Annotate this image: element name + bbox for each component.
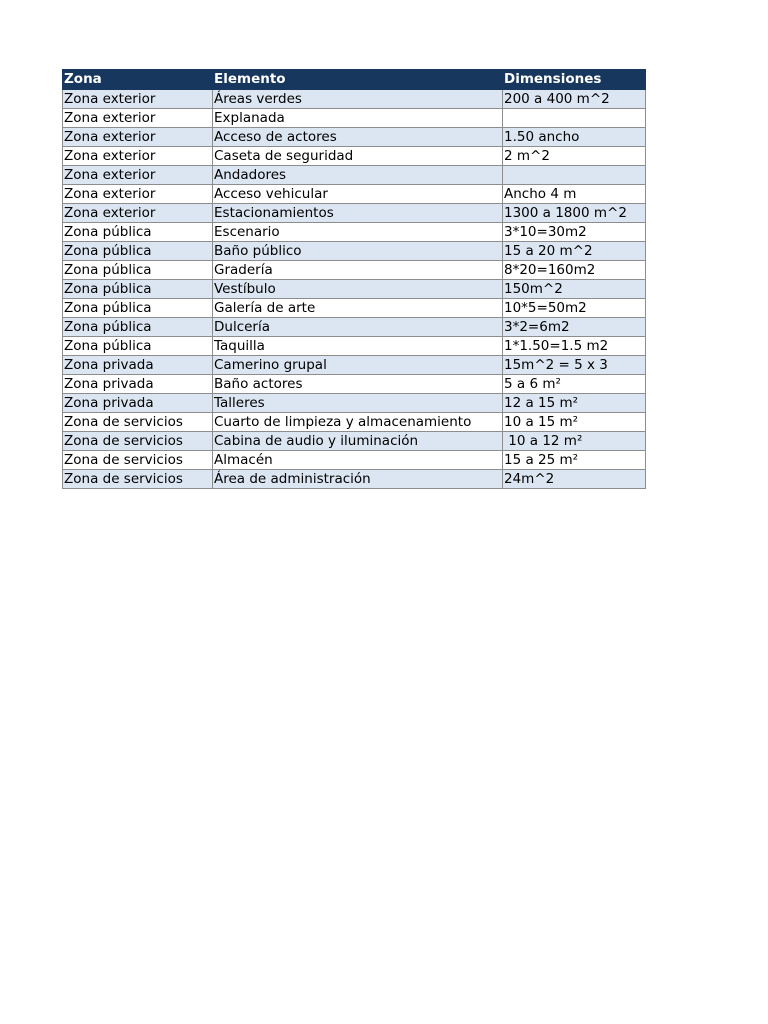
table-row [63,90,646,109]
table-row [63,451,646,470]
cell-dimensiones: 200 a 400 m^2 [503,90,646,109]
cell-dimensiones: 10*5=50m2 [503,299,646,318]
table-row [63,413,646,432]
table-row [63,356,646,375]
cell-dimensiones: 2 m^2 [503,147,646,166]
table-row [63,204,646,223]
table-row [63,128,646,147]
table-header [63,70,646,90]
cell-dimensiones: 3*10=30m2 [503,223,646,242]
cell-zona: Zona exterior [63,128,213,147]
cell-zona: Zona pública [63,280,213,299]
cell-dimensiones: 15 a 25 m² [503,451,646,470]
table-row [63,337,646,356]
cell-zona: Zona de servicios [63,432,213,451]
cell-dimensiones: 12 a 15 m² [503,394,646,413]
cell-elemento: Andadores [213,166,503,185]
cell-dimensiones: 1.50 ancho [503,128,646,147]
header-row [63,70,646,90]
table-row [63,185,646,204]
cell-dimensiones: Ancho 4 m [503,185,646,204]
table-row [63,280,646,299]
zones-table [62,69,646,489]
cell-elemento: Baño público [213,242,503,261]
cell-zona: Zona exterior [63,166,213,185]
cell-dimensiones: 15 a 20 m^2 [503,242,646,261]
cell-zona: Zona exterior [63,204,213,223]
table-row [63,375,646,394]
table-row [63,432,646,451]
cell-dimensiones: 1300 a 1800 m^2 [503,204,646,223]
table-row [63,109,646,128]
cell-elemento: Talleres [213,394,503,413]
cell-elemento: Dulcería [213,318,503,337]
cell-elemento: Vestíbulo [213,280,503,299]
cell-zona: Zona de servicios [63,451,213,470]
cell-elemento: Camerino grupal [213,356,503,375]
cell-dimensiones [503,166,646,185]
cell-zona: Zona exterior [63,109,213,128]
cell-elemento: Almacén [213,451,503,470]
cell-elemento: Acceso vehicular [213,185,503,204]
cell-dimensiones: 15m^2 = 5 x 3 [503,356,646,375]
cell-zona: Zona exterior [63,147,213,166]
cell-elemento: Áreas verdes [213,90,503,109]
cell-elemento: Acceso de actores [213,128,503,147]
cell-zona: Zona de servicios [63,413,213,432]
cell-dimensiones: 24m^2 [503,470,646,489]
header-elemento: Elemento [213,70,503,90]
cell-zona: Zona pública [63,299,213,318]
cell-zona: Zona de servicios [63,470,213,489]
cell-zona: Zona exterior [63,90,213,109]
cell-dimensiones: 1*1.50=1.5 m2 [503,337,646,356]
cell-zona: Zona exterior [63,185,213,204]
cell-zona: Zona privada [63,394,213,413]
table-row [63,394,646,413]
table-row [63,470,646,489]
cell-zona: Zona pública [63,223,213,242]
cell-zona: Zona pública [63,318,213,337]
cell-zona: Zona pública [63,242,213,261]
cell-zona: Zona pública [63,261,213,280]
cell-dimensiones: 3*2=6m2 [503,318,646,337]
table-body [63,90,646,489]
table-row [63,166,646,185]
header-dimensiones: Dimensiones [503,70,646,90]
table-row [63,242,646,261]
cell-elemento: Área de administración [213,470,503,489]
cell-elemento: Estacionamientos [213,204,503,223]
cell-elemento: Baño actores [213,375,503,394]
cell-elemento: Cabina de audio y iluminación [213,432,503,451]
table-row [63,261,646,280]
cell-zona: Zona privada [63,356,213,375]
cell-elemento: Escenario [213,223,503,242]
table-row [63,299,646,318]
cell-dimensiones: 8*20=160m2 [503,261,646,280]
cell-elemento: Cuarto de limpieza y almacenamiento [213,413,503,432]
table-row [63,147,646,166]
header-zona: Zona [63,70,213,90]
cell-elemento: Caseta de seguridad [213,147,503,166]
cell-dimensiones: 150m^2 [503,280,646,299]
cell-dimensiones: 5 a 6 m² [503,375,646,394]
cell-dimensiones: 10 a 12 m² [503,432,646,451]
cell-dimensiones [503,109,646,128]
cell-elemento: Galería de arte [213,299,503,318]
table-row [63,318,646,337]
table-row [63,223,646,242]
cell-elemento: Gradería [213,261,503,280]
cell-elemento: Explanada [213,109,503,128]
cell-zona: Zona pública [63,337,213,356]
cell-elemento: Taquilla [213,337,503,356]
cell-dimensiones: 10 a 15 m² [503,413,646,432]
cell-zona: Zona privada [63,375,213,394]
